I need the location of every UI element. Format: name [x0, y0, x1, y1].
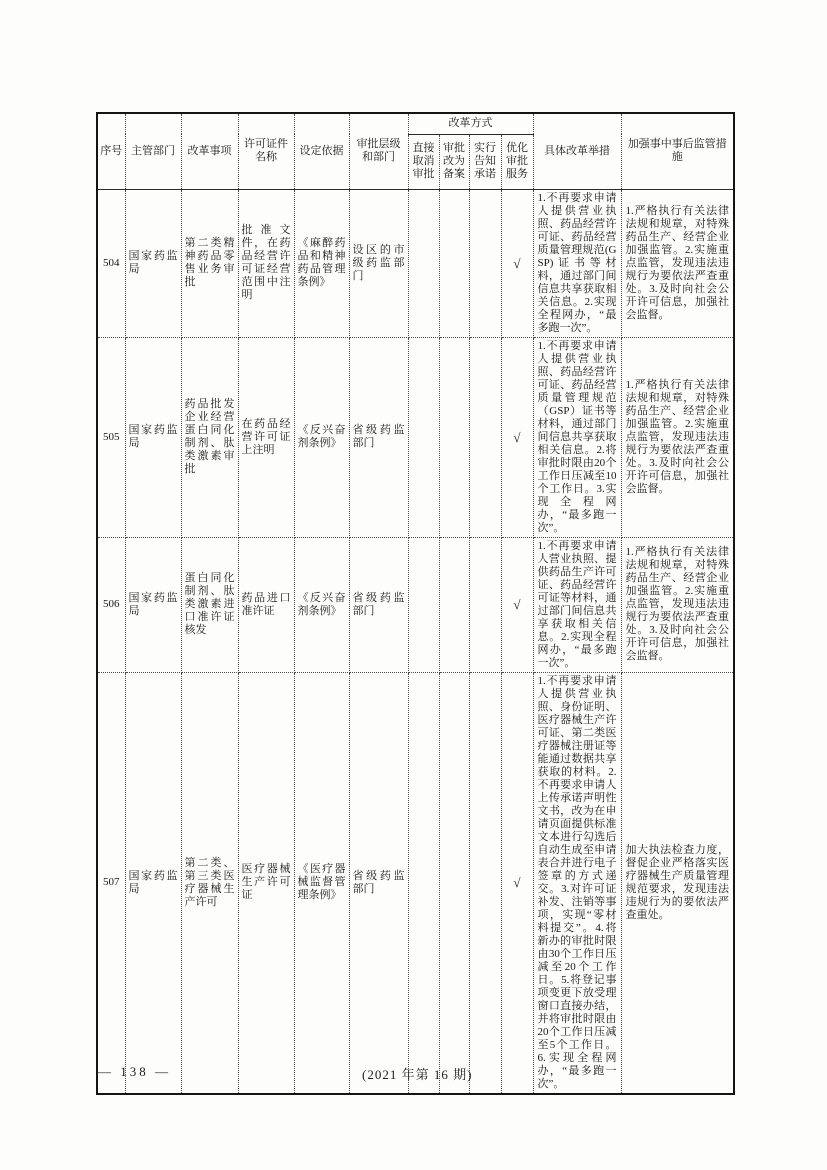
- col-header-reform-notice: 实行告知承诺: [469, 134, 501, 189]
- table-header: [97, 113, 734, 189]
- cell-reform-direct: [408, 537, 439, 672]
- cell-reform-record: [439, 337, 469, 537]
- cell-supervision: 加大执法检查力度，督促企业严格落实医疗器械生产质量管理规范要求，发现违法违规行为的要依法严查重处。: [621, 672, 734, 1094]
- cell-dept: 国家药监局: [125, 189, 181, 337]
- cell-seq: 505: [97, 337, 125, 537]
- cell-dept: 国家药监局: [125, 337, 181, 537]
- col-header-reform-direct: 直接取消审批: [408, 134, 439, 189]
- col-header-level: 审批层级和部门: [349, 113, 408, 189]
- cell-seq: 504: [97, 189, 125, 337]
- page-number: — 138 —: [98, 1064, 171, 1079]
- table-row-506: [97, 537, 734, 672]
- header-row-top: [97, 113, 734, 134]
- page-footer: [0, 1064, 827, 1082]
- cell-dept: 国家药监局: [125, 672, 181, 1094]
- cell-supervision: 1.严格执行有关法律法规和规章，对特殊药品生产、经营企业加强监管。2.实施重点监管，发现违法违规行为要依法严查重处。3.及时向社会公开许可信息，加强社会监督。: [621, 337, 734, 537]
- cell-level: 省级药监部门: [349, 672, 408, 1094]
- col-header-reform-group: 改革方式: [408, 113, 533, 134]
- cell-supervision: 1.严格执行有关法律法规和规章，对特殊药品生产、经营企业加强监管。2.实施重点监管，发现违法违规行为要依法严查重处。3.及时向社会公开许可信息，加强社会监督。: [621, 537, 734, 672]
- checkmark-optimize: √: [501, 537, 533, 672]
- col-header-seq: 序号: [97, 113, 125, 189]
- cell-reform-direct: [408, 672, 439, 1094]
- cell-reform-record: [439, 189, 469, 337]
- cell-seq: 507: [97, 672, 125, 1094]
- table-row-504: [97, 189, 734, 337]
- cell-dept: 国家药监局: [125, 537, 181, 672]
- cell-item: 药品批发企业经营蛋白同化制剂、肽类激素审批: [181, 337, 238, 537]
- issue-label: (2021 年第 16 期): [362, 1067, 473, 1082]
- cell-basis: 《反兴奋剂条例》: [294, 537, 349, 672]
- cell-reform-direct: [408, 337, 439, 537]
- cell-basis: 《麻醉药品和精神药品管理条例》: [294, 189, 349, 337]
- cell-license: 医疗器械生产许可证: [238, 672, 294, 1094]
- cell-reform-record: [439, 537, 469, 672]
- cell-license: 药品进口准许证: [238, 537, 294, 672]
- reform-items-table: [96, 112, 735, 1095]
- cell-reform-notice: [469, 337, 501, 537]
- col-header-reform-record: 审批改为备案: [439, 134, 469, 189]
- cell-reform-direct: [408, 189, 439, 337]
- cell-seq: 506: [97, 537, 125, 672]
- cell-item: 蛋白同化制剂、肽类激素进口准许证核发: [181, 537, 238, 672]
- col-header-basis: 设定依据: [294, 113, 349, 189]
- table-body: [97, 189, 734, 1094]
- col-header-measures: 具体改革举措: [533, 113, 621, 189]
- col-header-supervision: 加强事中事后监管措施: [621, 113, 734, 189]
- cell-reform-notice: [469, 672, 501, 1094]
- col-header-license: 许可证件名称: [238, 113, 294, 189]
- cell-item: 第二类、第三类医疗器械生产许可: [181, 672, 238, 1094]
- cell-measures: 1.不再要求申请人营业执照、提供药品生产许可证、药品经营许可证等材料，通过部门间信息共享获取相关信息。2.实现全程网办，“最多跑一次”。: [533, 537, 621, 672]
- cell-measures: 1.不再要求申请人提供营业执照、药品经营许可证、药品经营质量管理规范（GSP）证书等材料，通过部门间信息共享获取相关信息。2.将审批时限由20个工作日压减至10个工作日。3.实现全程网办，“最多跑一次”。: [533, 337, 621, 537]
- col-header-dept: 主管部门: [125, 113, 181, 189]
- cell-measures: 1.不再要求申请人提供营业执照、身份证明、医疗器械生产许可证、第二类医疗器械注册证等能通过数据共享获取的材料。2.不再要求申请人上传承诺声明性文书，改为在申请页面提供标准文本进行勾选后自动生成至申请表合并进行电子签章的方式递交。3.对许可证补发、注销等事项，实现“零材料提交”。4.将新办的审批时限由30个工作日压减至20个工作日。5.将登记事项变更下放受理窗口直接办结，并将审批时限由20个工作日压减至5个工作日。6.实现全程网办，“最多跑一次”。: [533, 672, 621, 1094]
- col-header-item: 改革事项: [181, 113, 238, 189]
- cell-license: 在药品经营许可证上注明: [238, 337, 294, 537]
- cell-level: 省级药监部门: [349, 537, 408, 672]
- col-header-reform-optimize: 优化审批服务: [501, 134, 533, 189]
- table-row-505: [97, 337, 734, 537]
- cell-item: 第二类精神药品零售业务审批: [181, 189, 238, 337]
- checkmark-optimize: √: [501, 337, 533, 537]
- table-row-507: [97, 672, 734, 1094]
- cell-basis: 《医疗器械监督管理条例》: [294, 672, 349, 1094]
- checkmark-optimize: √: [501, 672, 533, 1094]
- cell-reform-notice: [469, 537, 501, 672]
- cell-reform-record: [439, 672, 469, 1094]
- cell-license: 批准文件，在药品经营许可证经营范围中注明: [238, 189, 294, 337]
- cell-basis: 《反兴奋剂条例》: [294, 337, 349, 537]
- cell-reform-notice: [469, 189, 501, 337]
- checkmark-optimize: √: [501, 189, 533, 337]
- cell-measures: 1.不再要求申请人提供营业执照、药品经营许可证、药品经营质量管理规范(GSP)证书等材料，通过部门间信息共享获取相关信息。2.实现全程网办，“最多跑一次”。: [533, 189, 621, 337]
- cell-level: 设区的市级药监部门: [349, 189, 408, 337]
- cell-supervision: 1.严格执行有关法律法规和规章，对特殊药品生产、经营企业加强监管。2.实施重点监管，发现违法违规行为要依法严查重处。3.及时向社会公开许可信息，加强社会监督。: [621, 189, 734, 337]
- cell-level: 省级药监部门: [349, 337, 408, 537]
